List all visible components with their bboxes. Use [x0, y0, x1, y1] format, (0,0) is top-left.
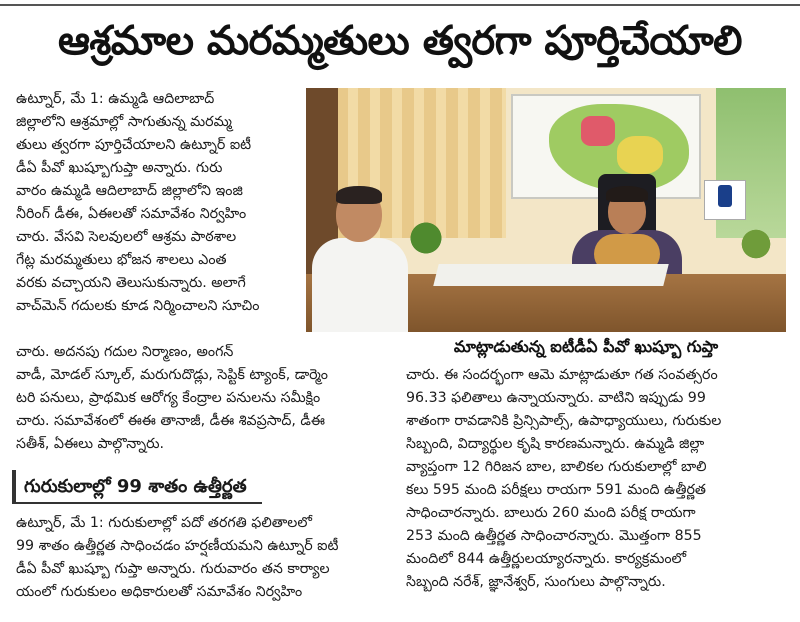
right-column — [406, 364, 794, 594]
officer-hair — [606, 186, 648, 202]
map-highlight — [581, 116, 615, 146]
map-region-yellow — [617, 136, 663, 174]
top-rule — [0, 4, 800, 6]
body-line: వాచ్‌మెన్ గదులకు కూడ నిర్మించాలని సూచిం — [16, 298, 260, 314]
body-line: నీరింగ్ డీఈ, ఏఈలతో సమావేశం నిర్వహిం — [16, 206, 247, 222]
body-line: యంలో గురుకులం అధికారులతో సమావేశం నిర్వహిం — [16, 584, 303, 600]
body-line: 253 మంది ఉత్తీర్ణత సాధించారన్నారు. మొత్తంగా 855 — [406, 528, 702, 544]
sub-article-body — [16, 512, 396, 604]
body-line: చారు. సమావేశంలో ఈఈ తానాజీ, డీఈ శివప్రసాద్, డీఈ — [16, 413, 325, 429]
body-line: 99 శాతం ఉత్తీర్ణత సాధించడం హర్షణీయమని ఉట్నూర్ ఐటీ — [16, 538, 339, 554]
visitor-body — [312, 238, 408, 332]
article-headline: ఆశ్రమాల మరమ్మతులు త్వరగా పూర్తిచేయాలి — [57, 18, 743, 64]
body-line: కలు 595 మంది పరీక్షలు రాయగా 591 మంది ఉత్తీర్ణత — [406, 482, 706, 498]
body-line: వారం ఉమ్మడి ఆదిలాబాద్ జిల్లాలోని ఇంజి — [16, 183, 243, 199]
telangana-logo-icon — [704, 180, 746, 220]
left-column — [16, 88, 306, 318]
body-line: టరి పనులు, ప్రాథమిక ఆరోగ్య కేంద్రాల పనులను సమీక్షిం — [16, 390, 321, 406]
body-line: డీఏ పీవో ఖుష్బూ గుప్తా అన్నారు. గురువారం తన కార్యాల — [16, 561, 330, 577]
body-line: సిబ్బంది, విద్యార్థుల కృషి కారణమన్నారు. ఉమ్మడి జిల్లా — [406, 436, 705, 452]
sub-article-headline: గురుకులాల్లో 99 శాతం ఉత్తీర్ణత — [24, 476, 247, 497]
body-line: జిల్లాలోని ఆశ్రమాల్లో సాగుతున్న మరమ్మ — [16, 114, 232, 130]
body-line: వరకు వచ్చాయని తెలుసుకున్నారు. అలాగే — [16, 275, 246, 291]
body-line: సిబ్బంది నరేశ్, జ్ఞానేశ్వర్, సుంగులు పాల్గొన్నారు. — [406, 574, 666, 590]
left-continued — [16, 341, 401, 456]
sub-article-header — [12, 470, 262, 504]
body-line: ఉట్నూర్, మే 1: ఉమ్మడి ఆదిలాబాద్ — [16, 91, 215, 107]
body-line: శాతంగా రావడానికి ప్రిన్సిపాల్స్, ఉపాధ్యాయులు, గురుకుల — [406, 413, 722, 429]
body-line: సతీశ్, ఏఈలు పాల్గొన్నారు. — [16, 436, 164, 452]
body-line: చారు. ఈ సందర్భంగా ఆమె మాట్లాడుతూ గత సంవత్సరం — [406, 367, 718, 383]
meeting-photo — [306, 88, 786, 332]
body-line: డీఏ పీవో ఖుష్బూగుప్తా అన్నారు. గురు — [16, 160, 223, 176]
body-line: చారు. అదనపు గదుల నిర్మాణం, అంగన్ — [16, 344, 234, 360]
body-line: సాధించారన్నారు. బాలురు 260 మంది పరీక్ష రాయగా — [406, 505, 696, 521]
body-line: తులు త్వరగా పూర్తిచేయాలని ఉట్నూర్ ఐటీ — [16, 137, 252, 153]
body-line: వ్యాప్తంగా 12 గిరిజన బాల, బాలికల గురుకులాల్లో బాలి — [406, 459, 707, 475]
plant — [410, 218, 442, 268]
visitor-hair — [336, 186, 382, 204]
body-line: వాడీ, మోడల్ స్కూల్, మరుగుదొడ్లు, సెప్టిక్ ట్యాంక్, డార్మెం — [16, 367, 328, 383]
desk-papers — [433, 264, 668, 286]
visitor-figure — [312, 188, 408, 332]
photo-caption: మాట్లాడుతున్న ఐటీడీఏ పీవో ఖుష్బూ గుప్తా — [453, 337, 719, 356]
body-line: 96.33 ఫలితాలు ఉన్నాయన్నారు. వాటిని ఇప్పుడు 99 — [406, 390, 706, 406]
body-line: ఉట్నూర్, మే 1: గురుకులాల్లో పదో తరగతి ఫలితాలలో — [16, 515, 312, 531]
body-line: గేట్ల మరమ్మతులు భోజన శాలలు ఎంత — [16, 252, 227, 268]
body-line: మందిలో 844 ఉత్తీర్ణులయ్యారన్నారు. కార్యక్రమంలో — [406, 551, 687, 567]
body-line: చారు. వేసవి సెలవులలో ఆశ్రమ పాఠశాల — [16, 229, 237, 245]
plant — [736, 224, 776, 264]
logo-mark — [718, 185, 732, 207]
